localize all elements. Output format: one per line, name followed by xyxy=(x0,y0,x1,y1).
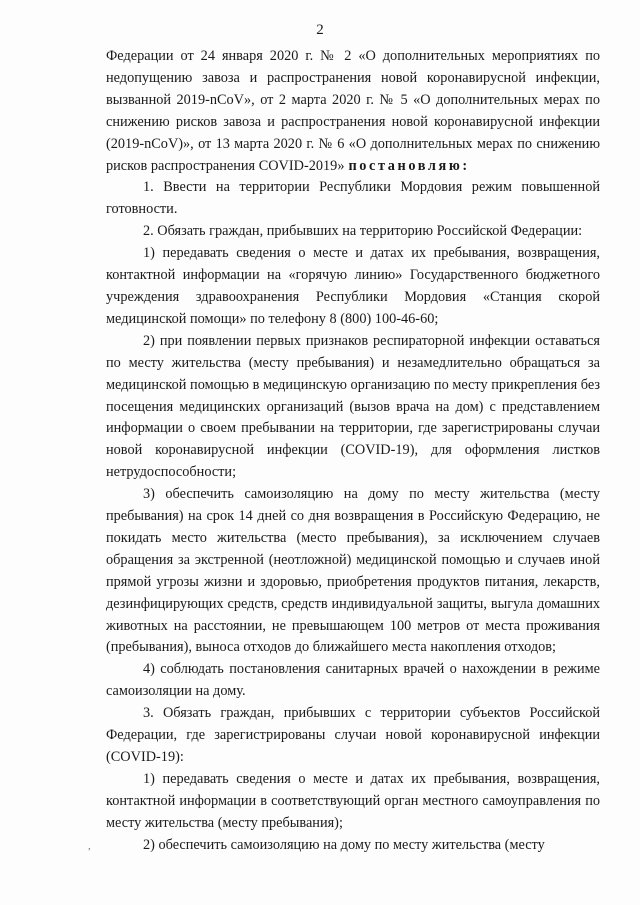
paragraph: 1) передавать сведения о месте и датах их пребывания, возвращения, контактной информации на «горячую линию» Государственного бюджетного учреждения здравоохранения Республики Мордовия «Станция скорой медицинской помощи» по телефону 8 (800) 100-46-60; xyxy=(106,245,600,327)
intro-text: Федерации от 24 января 2020 г. № 2 «О дополнительных мероприятиях по недопущению завоза и распространения новой коронавирусной инфекции, вызванной 2019-nCoV», от 2 марта 2020 г. № 5 «О дополнительных мерах по снижению рисков завоза и распространения новой коронавирусной инфекции (2019-nCoV)», от 13 марта 2020 г. № 6 «О дополнительных мерах по снижению рисков распространения COVID-2019» xyxy=(106,48,600,174)
paragraph: 2. Обязать граждан, прибывших на территорию Российской Федерации: xyxy=(143,223,583,240)
paragraph: 2) при появлении первых признаков респираторной инфекции оставаться по месту жительства (месту пребывания) и незамедлительно обращаться за медицинской помощью в медицинскую организацию по месту прикрепления без посещения медицинских организаций (вызов врача на дом) с представлением информации о своем пребывании на территории, где зарегистрированы случаи новой коронавирусной инфекции (COVID-19), для оформления листков нетрудоспособности; xyxy=(106,332,600,481)
intro-paragraph xyxy=(106,46,600,177)
paragraph: 4) соблюдать постановления санитарных врачей о нахождении в режиме самоизоляции на дому. xyxy=(106,661,600,700)
paragraph: 2) обеспечить самоизоляцию на дому по месту жительства (месту xyxy=(143,836,545,853)
paragraph: 3) обеспечить самоизоляцию на дому по месту жительства (месту пребывания) на срок 14 дней со дня возвращения в Российскую Федерацию, не покидать место жительства (место пребывания), за исключением случаев обращения за экстренной (неотложной) медицинской помощью и случаев иной прямой угрозы жизни и здоровью, приобретения продуктов питания, лекарств, дезинфицирующих средств, средств индивидуальной защиты, выгула домашних животных на расстоянии, не превышающем 100 метров от места проживания (пребывания), выноса отходов до ближайшего места накопления отходов; xyxy=(106,486,600,656)
paragraph: 3. Обязать граждан, прибывших с территории субъектов Российской Федерации, где зарегистрированы случаи новой коронавирусной инфекции (COVID-19): xyxy=(106,705,600,765)
scan-speck: , xyxy=(88,840,91,852)
paragraph: 1) передавать сведения о месте и датах их пребывания, возвращения, контактной информации в соответствующий орган местного самоуправления по месту жительства (месту пребывания); xyxy=(106,770,600,831)
page-number: 2 xyxy=(316,22,324,38)
paragraph: 1. Ввести на территории Республики Мордовия режим повышенной готовности. xyxy=(106,179,600,218)
decree-word: постановляю: xyxy=(348,157,470,174)
document-body xyxy=(106,46,600,857)
